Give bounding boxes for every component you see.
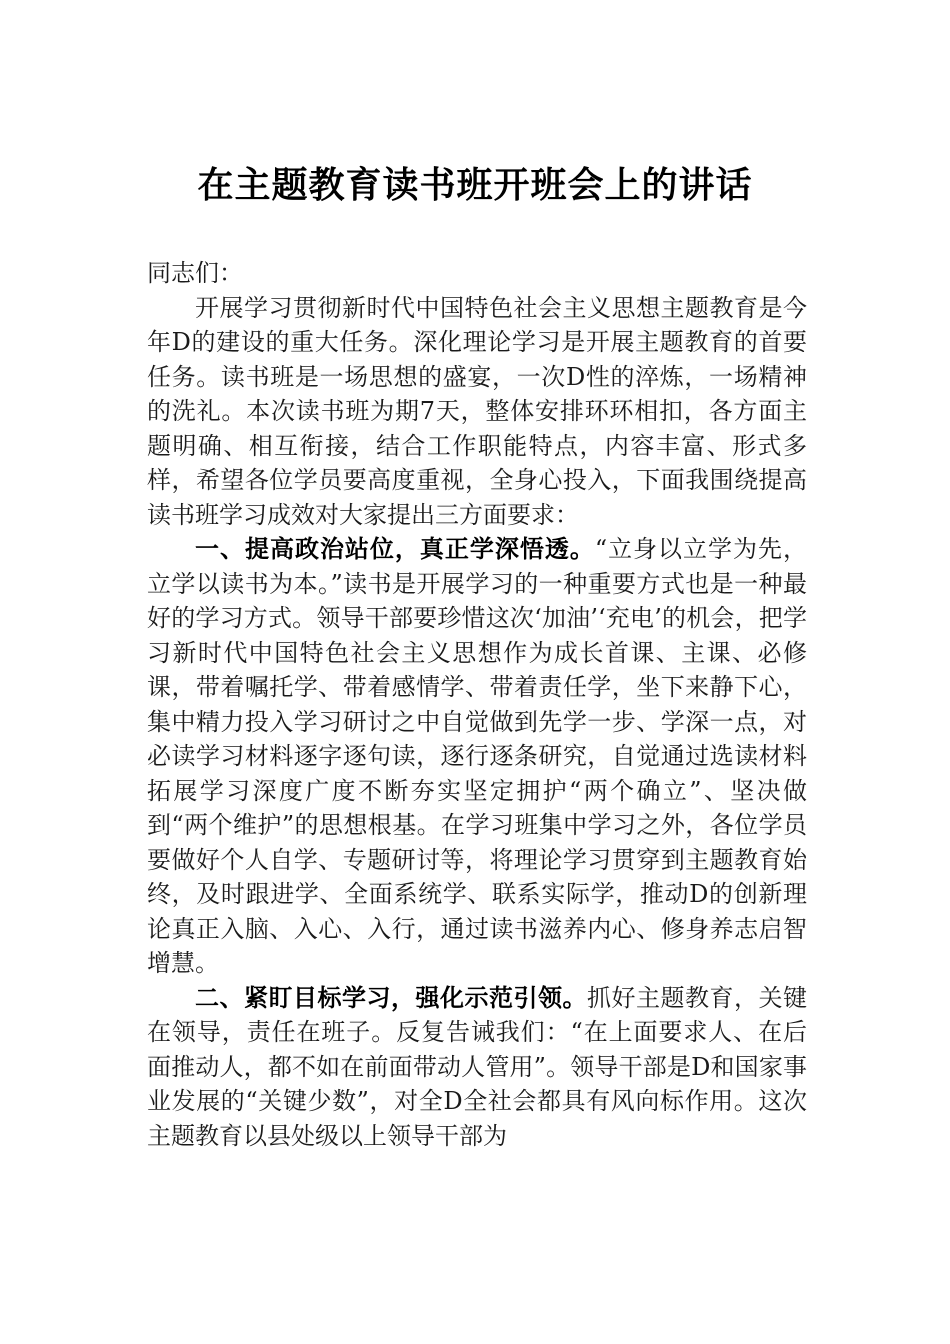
intro-paragraph: 开展学习贯彻新时代中国特色社会主义思想主题教育是今年D的建设的重大任务。深化理论学习是开展主题教育的首要任务。读书班是一场思想的盛宴，一次D性的淬炼，一场精神的洗礼。本次读书班为期7天，整体安排环环相扣，各方面主题明确、相互衔接，结合工作职能特点，内容丰富、形式多样，希望各位学员要高度重视，全身心投入，下面我围绕提高读书班学习成效对大家提出三方面要求： (147, 293, 807, 529)
section-heading-1: 一、提高政治站位，真正学深悟透。 (195, 535, 595, 563)
document-title: 在主题教育读书班开班会上的讲话 (197, 164, 753, 206)
section-paragraph-2 (147, 981, 807, 1154)
section-text-1: “立身以立学为先，立学以读书为本。”读书是开展学习的一种重要方式也是一种最好的学习方式。领导干部要珍惜这次‘加油’‘充电’的机会，把学习新时代中国特色社会主义思想作为成长首课、主课、必修课，带着嘱托学、带着感情学、带着责任学，坐下来静下心，集中精力投入学习研讨之中自觉做到先学一步、学深一点，对必读学习材料逐字逐句读，逐行逐条研究，自觉通过选读材料拓展学习深度广度不断夯实坚定拥护“两个确立”、坚决做到“两个维护”的思想根基。在学习班集中学习之外，各位学员要做好个人自学、专题研讨等，将理论学习贯穿到主题教育始终，及时跟进学、全面系统学、联系实际学，推动D的创新理论真正入脑、入心、入行，通过读书滋养内心、修身养志启智增慧。 (147, 535, 807, 977)
salutation: 同志们： (147, 259, 243, 287)
section-text-2: 抓好主题教育，关键在领导，责任在班子。反复告诫我们：“在上面要求人、在后面推动人，都不如在前面带动人管用”。领导干部是D和国家事业发展的“关键少数”，对全D全社会都具有风向标作用。这次主题教育以县处级以上领导干部为 (147, 983, 807, 1150)
section-heading-2: 二、紧盯目标学习，强化示范引领。 (195, 983, 587, 1012)
section-paragraph-1 (147, 532, 807, 981)
document-body (147, 256, 807, 1153)
